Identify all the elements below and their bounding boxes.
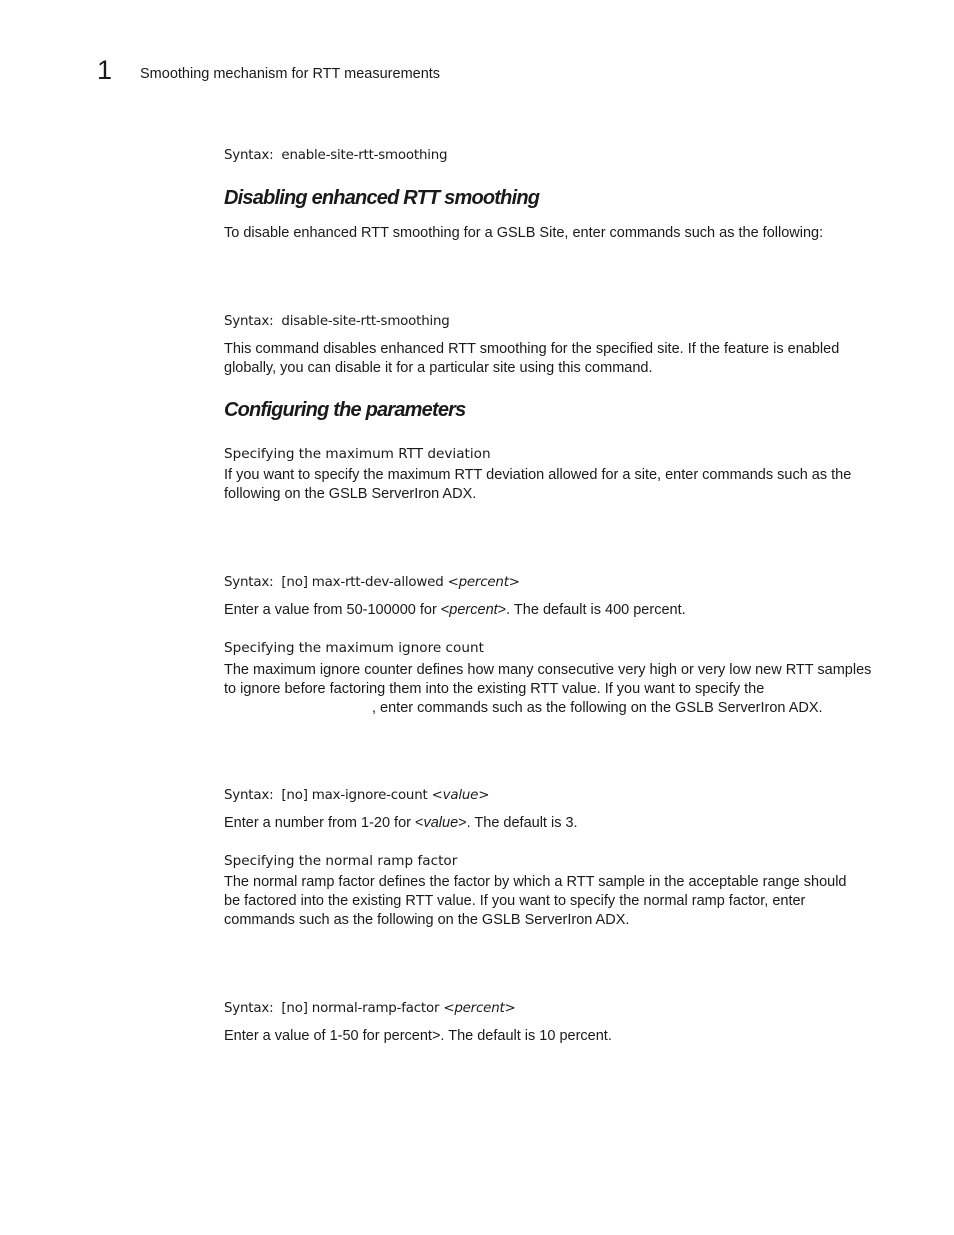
range-text: Enter a value from 50-100000 for < (224, 602, 450, 618)
paragraph-line: If you want to specify the maximum RTT deviation allowed for a site, enter commands such as the (224, 467, 852, 483)
syntax-label: Syntax: (224, 148, 274, 163)
syntax-command: [no] max-ignore-count (281, 788, 428, 803)
paragraph-line: to ignore before factoring them into the existing RTT value. If you want to specify the (224, 681, 765, 697)
paragraph-line: globally, you can disable it for a particular site using this command. (224, 360, 653, 376)
ignore-count-description (224, 661, 874, 718)
syntax-enable-line (224, 147, 447, 165)
subheading-max-ignore-count: Specifying the maximum ignore count (224, 640, 484, 656)
syntax-parameter: <percent> (443, 1001, 516, 1016)
range-text: >. The default is 400 percent. (497, 602, 686, 618)
subheading-max-rtt-deviation: Specifying the maximum RTT deviation (224, 446, 491, 462)
paragraph-line: following on the GSLB ServerIron ADX. (224, 486, 477, 502)
syntax-command: disable-site-rtt-smoothing (281, 314, 450, 329)
range-parameter: percent (449, 602, 498, 618)
syntax-disable-line (224, 313, 450, 331)
paragraph-line: be factored into the existing RTT value. If you want to specify the normal ramp factor, enter (224, 893, 806, 909)
ramp-factor-description (224, 873, 874, 930)
syntax-max-ignore-count-line (224, 787, 489, 805)
ignore-count-range (224, 814, 874, 833)
syntax-max-rtt-dev-line (224, 574, 520, 592)
running-title: Smoothing mechanism for RTT measurements (140, 66, 441, 82)
paragraph-line: The normal ramp factor defines the factor by which a RTT sample in the acceptable range should (224, 874, 847, 890)
paragraph-line: The maximum ignore counter defines how many consecutive very high or very low new RTT samples (224, 662, 872, 678)
syntax-parameter: <percent> (447, 575, 520, 590)
range-text: Enter a number from 1-20 for < (224, 815, 424, 831)
syntax-command: [no] normal-ramp-factor (281, 1001, 440, 1016)
subheading-normal-ramp-factor: Specifying the normal ramp factor (224, 853, 458, 869)
range-parameter: value (423, 815, 459, 831)
ramp-factor-range: Enter a value of 1-50 for percent>. The default is 10 percent. (224, 1028, 612, 1044)
syntax-command: enable-site-rtt-smoothing (281, 148, 448, 163)
max-dev-range (224, 601, 874, 620)
section-heading-disabling: Disabling enhanced RTT smoothing (224, 187, 540, 209)
paragraph-line: commands such as the following on the GSLB ServerIron ADX. (224, 912, 630, 928)
paragraph-line: This command disables enhanced RTT smoothing for the specified site. If the feature is enabled (224, 341, 840, 357)
paragraph-line (224, 699, 874, 718)
paragraph-line-text: , enter commands such as the following on the GSLB ServerIron ADX. (372, 700, 823, 716)
syntax-label: Syntax: (224, 788, 274, 803)
chapter-number: 1 (97, 55, 113, 85)
syntax-label: Syntax: (224, 1001, 274, 1016)
syntax-label: Syntax: (224, 575, 274, 590)
syntax-command: [no] max-rtt-dev-allowed (281, 575, 444, 590)
syntax-normal-ramp-factor-line (224, 1000, 516, 1018)
max-dev-description (224, 466, 874, 504)
syntax-parameter: <value> (431, 788, 490, 803)
syntax-label: Syntax: (224, 314, 274, 329)
section-heading-configuring: Configuring the parameters (224, 399, 466, 421)
disabling-intro: To disable enhanced RTT smoothing for a GSLB Site, enter commands such as the following: (224, 225, 824, 241)
disabling-description (224, 340, 874, 378)
range-text: >. The default is 3. (458, 815, 578, 831)
